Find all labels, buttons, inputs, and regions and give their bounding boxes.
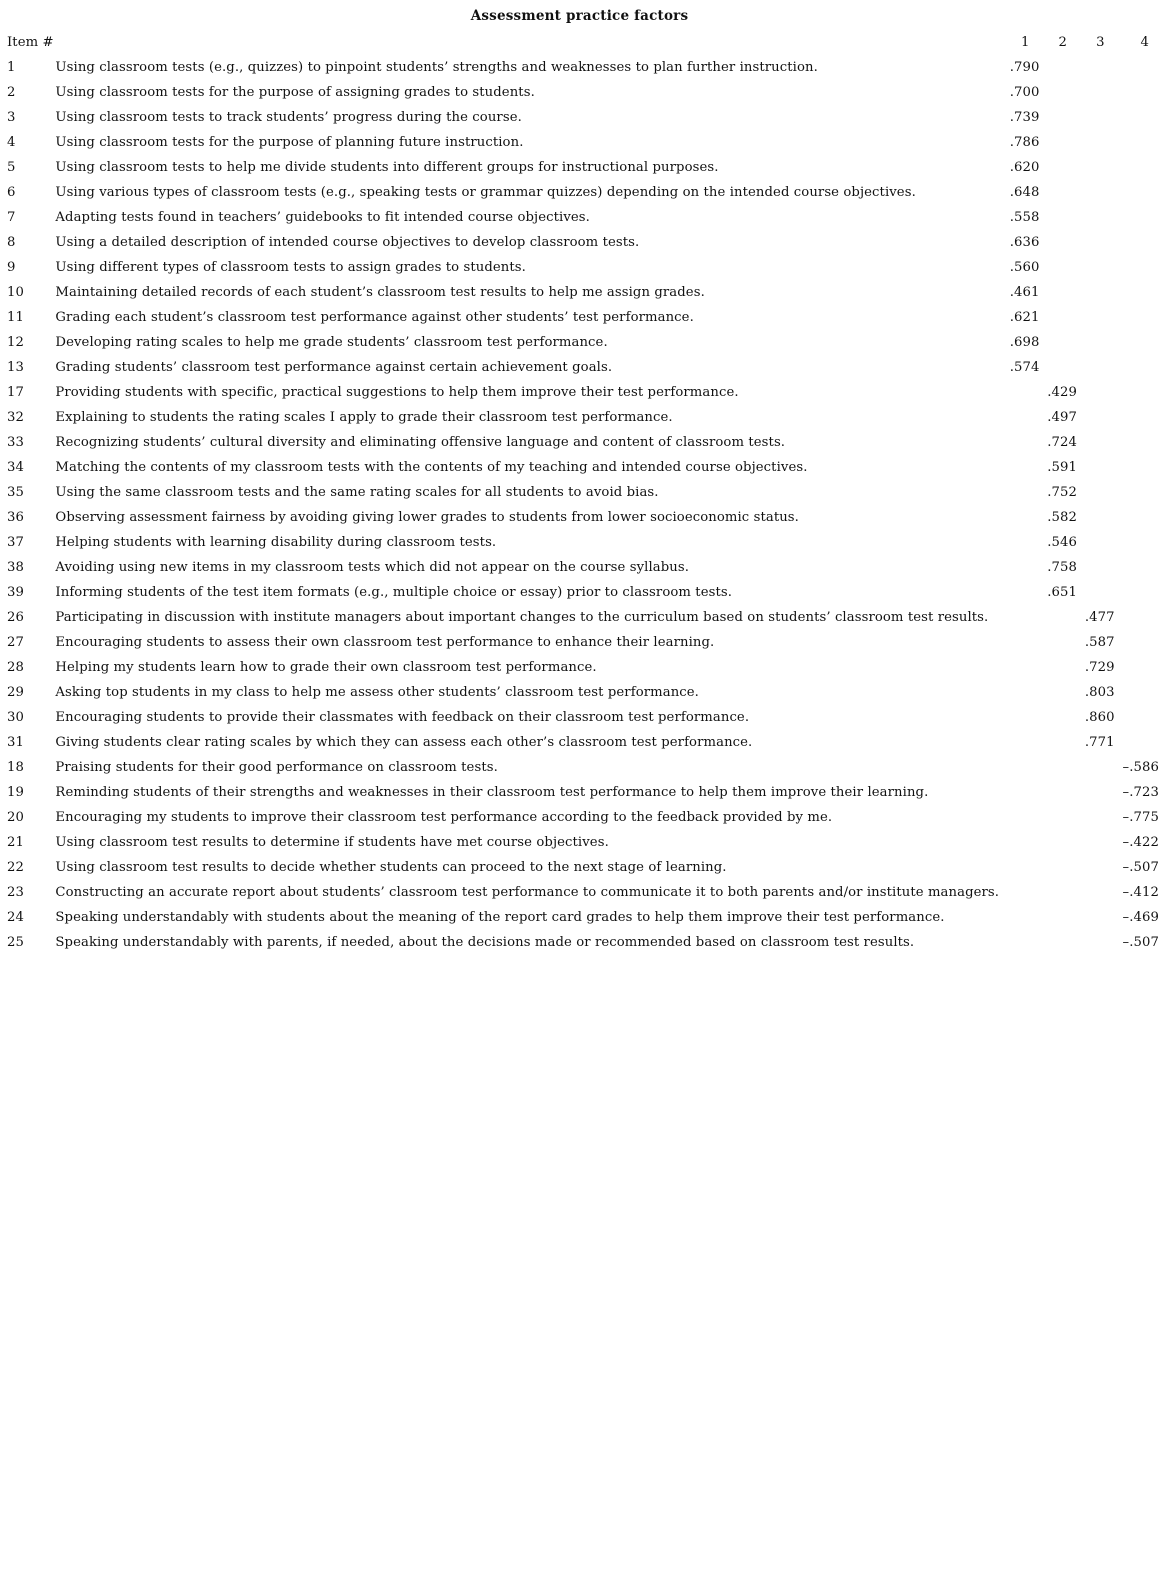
item-number-cell: 30 <box>7 710 24 725</box>
factor-1-loading-cell <box>999 430 1039 455</box>
item-number-cell: 28 <box>7 660 24 675</box>
item-description-cell: Using classroom tests (e.g., quizzes) to pinpoint students’ strengths and weaknesses to plan further instruction. <box>55 60 818 75</box>
factor-3-loading-cell <box>1077 505 1115 530</box>
factor-1-loading-cell <box>999 455 1039 480</box>
factor-4-loading-cell <box>1115 705 1159 730</box>
item-description-cell: Using classroom tests for the purpose of assigning grades to students. <box>55 85 535 100</box>
factor-4-loading-cell <box>1115 255 1159 280</box>
item-number-cell: 1 <box>7 60 16 75</box>
factor-4-loading-cell: –.469 <box>1122 910 1159 925</box>
factor-4-loading-cell: –.775 <box>1122 810 1159 825</box>
factor-4-loading-cell <box>1115 230 1159 255</box>
factor-2-loading-cell <box>1039 780 1077 805</box>
factor-4-loading-cell <box>1115 305 1159 330</box>
item-description-cell: Participating in discussion with institute managers about important changes to the curriculum based on students’ classroom test results. <box>55 610 989 625</box>
factor-1-loading-cell <box>999 655 1039 680</box>
table-row <box>7 930 1159 955</box>
factor-2-loading-cell <box>1039 905 1077 930</box>
factor-2-loading-cell <box>1039 330 1077 355</box>
factor-1-loading-cell <box>999 380 1039 405</box>
table-row <box>7 905 1159 930</box>
factor-2-loading-cell: .591 <box>1047 460 1078 475</box>
item-number-cell: 33 <box>7 435 24 450</box>
factor-1-loading-cell: .461 <box>1009 285 1040 300</box>
factor-2-loading-cell <box>1039 605 1077 630</box>
item-description-cell: Using different types of classroom tests to assign grades to students. <box>55 260 526 275</box>
factor-2-loading-cell <box>1039 355 1077 380</box>
factor-1-loading-cell <box>999 580 1039 605</box>
factor-3-loading-cell <box>1077 55 1115 80</box>
factor-2-loading-cell <box>1039 805 1077 830</box>
factor-4-loading-cell <box>1115 205 1159 230</box>
factor-2-loading-cell <box>1039 230 1077 255</box>
factor-2-loading-cell: .724 <box>1047 435 1078 450</box>
table-row <box>7 330 1159 355</box>
factor-2-header: 2 <box>1058 35 1068 50</box>
factor-3-loading-cell <box>1077 230 1115 255</box>
item-number-cell: 22 <box>7 860 24 875</box>
table-row <box>7 555 1159 580</box>
factor-3-loading-cell: .587 <box>1084 635 1115 650</box>
table-header-row <box>7 30 1159 55</box>
factor-2-loading-cell <box>1039 880 1077 905</box>
factor-4-loading-cell <box>1115 605 1159 630</box>
factor-3-loading-cell <box>1077 305 1115 330</box>
item-description-cell: Encouraging students to assess their own classroom test performance to enhance their learning. <box>55 635 715 650</box>
item-number-cell: 5 <box>7 160 16 175</box>
table-row <box>7 205 1159 230</box>
factor-2-loading-cell <box>1039 730 1077 755</box>
factor-2-loading-cell: .497 <box>1047 410 1078 425</box>
item-number-cell: 27 <box>7 635 24 650</box>
item-description-cell: Using classroom test results to determine if students have met course objectives. <box>55 835 609 850</box>
table-row <box>7 155 1159 180</box>
factor-3-loading-cell: .729 <box>1084 660 1115 675</box>
item-number-cell: 6 <box>7 185 16 200</box>
item-description-cell: Helping students with learning disability during classroom tests. <box>55 535 497 550</box>
table-row <box>7 380 1159 405</box>
table-row <box>7 605 1159 630</box>
table-row <box>7 530 1159 555</box>
table-row <box>7 130 1159 155</box>
table-row <box>7 280 1159 305</box>
item-number-cell: 18 <box>7 760 24 775</box>
factor-loadings-table <box>7 30 1159 955</box>
item-description-cell: Developing rating scales to help me grade students’ classroom test performance. <box>55 335 608 350</box>
item-description-cell: Speaking understandably with parents, if needed, about the decisions made or recommended based on classroom test results. <box>55 935 915 950</box>
table-row <box>7 480 1159 505</box>
factor-4-header: 4 <box>1140 35 1149 50</box>
factor-1-loading-cell: .621 <box>1009 310 1040 325</box>
factor-3-loading-cell <box>1077 105 1115 130</box>
factor-3-header: 3 <box>1096 35 1105 50</box>
factor-2-loading-cell <box>1039 205 1077 230</box>
factor-4-loading-cell: –.422 <box>1122 835 1159 850</box>
factor-3-loading-cell <box>1077 280 1115 305</box>
item-number-cell: 17 <box>7 385 24 400</box>
factor-1-loading-cell: .790 <box>1009 60 1040 75</box>
factor-1-loading-cell <box>999 530 1039 555</box>
item-number-cell: 35 <box>7 485 24 500</box>
factor-3-loading-cell <box>1077 805 1115 830</box>
factor-1-loading-cell: .620 <box>1009 160 1040 175</box>
table-row <box>7 880 1159 905</box>
factor-1-loading-cell: .786 <box>1009 135 1040 150</box>
factor-3-loading-cell: .860 <box>1084 710 1115 725</box>
factor-4-loading-cell <box>1115 130 1159 155</box>
item-description-cell: Recognizing students’ cultural diversity and eliminating offensive language and content of classroom tests. <box>55 435 786 450</box>
item-description-cell: Reminding students of their strengths and weaknesses in their classroom test performance to help them improve their learning. <box>55 785 929 800</box>
item-description-cell: Using classroom test results to decide whether students can proceed to the next stage of learning. <box>55 860 727 875</box>
factor-2-loading-cell <box>1039 680 1077 705</box>
factor-3-loading-cell <box>1077 780 1115 805</box>
factor-1-loading-cell <box>999 405 1039 430</box>
factor-4-loading-cell <box>1115 155 1159 180</box>
factor-1-loading-cell <box>999 505 1039 530</box>
item-number-cell: 8 <box>7 235 16 250</box>
item-description-cell: Giving students clear rating scales by which they can assess each other’s classroom test performance. <box>55 735 753 750</box>
item-number-cell: 37 <box>7 535 24 550</box>
item-description-cell: Adapting tests found in teachers’ guidebooks to fit intended course objectives. <box>55 210 590 225</box>
factor-2-loading-cell <box>1039 155 1077 180</box>
table-row <box>7 730 1159 755</box>
factor-2-loading-cell <box>1039 855 1077 880</box>
factor-2-loading-cell <box>1039 930 1077 955</box>
item-description-cell: Helping my students learn how to grade their own classroom test performance. <box>55 660 597 675</box>
factor-1-loading-cell <box>999 830 1039 855</box>
item-number-cell: 13 <box>7 360 24 375</box>
factor-1-loading-cell <box>999 930 1039 955</box>
factor-1-loading-cell: .700 <box>1009 85 1040 100</box>
table-row <box>7 255 1159 280</box>
factor-4-loading-cell <box>1115 655 1159 680</box>
factor-2-loading-cell <box>1039 705 1077 730</box>
factor-1-loading-cell: .574 <box>1009 360 1040 375</box>
factor-2-loading-cell <box>1039 280 1077 305</box>
table-row <box>7 55 1159 80</box>
table-body <box>7 55 1159 955</box>
factor-2-loading-cell <box>1039 630 1077 655</box>
item-description-cell: Explaining to students the rating scales I apply to grade their classroom test performance. <box>55 410 673 425</box>
item-number-cell: 11 <box>7 310 24 325</box>
item-description-cell: Avoiding using new items in my classroom tests which did not appear on the course syllabus. <box>55 560 690 575</box>
factor-4-loading-cell <box>1115 580 1159 605</box>
item-description-cell: Using a detailed description of intended course objectives to develop classroom tests. <box>55 235 640 250</box>
factor-1-loading-cell <box>999 730 1039 755</box>
table-row <box>7 855 1159 880</box>
factor-1-loading-cell <box>999 480 1039 505</box>
factor-4-loading-cell <box>1115 730 1159 755</box>
factor-2-loading-cell: .429 <box>1047 385 1078 400</box>
factor-1-loading-cell <box>999 705 1039 730</box>
item-description-cell: Speaking understandably with students about the meaning of the report card grades to help them improve their test performance. <box>55 910 945 925</box>
factor-3-loading-cell <box>1077 755 1115 780</box>
item-description-cell: Using the same classroom tests and the same rating scales for all students to avoid bias. <box>55 485 659 500</box>
factor-3-loading-cell <box>1077 330 1115 355</box>
factor-1-loading-cell <box>999 555 1039 580</box>
factor-1-loading-cell <box>999 680 1039 705</box>
factor-2-loading-cell: .651 <box>1047 585 1078 600</box>
factor-2-loading-cell <box>1039 255 1077 280</box>
item-number-header: Item # <box>7 35 54 50</box>
factor-4-loading-cell <box>1115 630 1159 655</box>
factor-3-loading-cell <box>1077 930 1115 955</box>
factor-4-loading-cell <box>1115 280 1159 305</box>
factor-4-loading-cell <box>1115 555 1159 580</box>
factor-1-loading-cell <box>999 905 1039 930</box>
item-description-cell: Encouraging my students to improve their classroom test performance according to the feedback provided by me. <box>55 810 833 825</box>
item-description-cell: Constructing an accurate report about students’ classroom test performance to communicate it to both parents and/or institute managers. <box>55 885 1000 900</box>
item-description-cell: Grading each student’s classroom test performance against other students’ test performance. <box>55 310 694 325</box>
item-number-cell: 24 <box>7 910 24 925</box>
factor-4-loading-cell: –.507 <box>1122 860 1159 875</box>
factor-3-loading-cell <box>1077 480 1115 505</box>
item-number-cell: 25 <box>7 935 24 950</box>
factor-1-loading-cell <box>999 780 1039 805</box>
table-row <box>7 705 1159 730</box>
item-number-cell: 29 <box>7 685 24 700</box>
factor-3-loading-cell <box>1077 580 1115 605</box>
factor-3-loading-cell <box>1077 905 1115 930</box>
table-row <box>7 230 1159 255</box>
factor-4-loading-cell <box>1115 430 1159 455</box>
factor-2-loading-cell: .758 <box>1047 560 1078 575</box>
item-description-cell: Asking top students in my class to help me assess other students’ classroom test performance. <box>55 685 699 700</box>
table-row <box>7 780 1159 805</box>
item-description-cell: Encouraging students to provide their classmates with feedback on their classroom test performance. <box>55 710 750 725</box>
factor-3-loading-cell: .477 <box>1084 610 1115 625</box>
factor-3-loading-cell <box>1077 380 1115 405</box>
item-number-cell: 34 <box>7 460 24 475</box>
factor-3-loading-cell: .803 <box>1084 685 1115 700</box>
item-description-cell: Observing assessment fairness by avoiding giving lower grades to students from lower socioeconomic status. <box>55 510 799 525</box>
table-row <box>7 305 1159 330</box>
item-number-cell: 36 <box>7 510 24 525</box>
item-description-cell: Praising students for their good performance on classroom tests. <box>55 760 498 775</box>
table-row <box>7 505 1159 530</box>
table-row <box>7 805 1159 830</box>
factor-2-loading-cell <box>1039 80 1077 105</box>
factor-3-loading-cell <box>1077 880 1115 905</box>
factor-2-loading-cell <box>1039 55 1077 80</box>
factor-4-loading-cell: –.586 <box>1122 760 1159 775</box>
factor-4-loading-cell: –.412 <box>1122 885 1159 900</box>
item-number-cell: 31 <box>7 735 24 750</box>
table-row <box>7 830 1159 855</box>
factor-2-loading-cell: .546 <box>1047 535 1078 550</box>
factor-3-loading-cell: .771 <box>1084 735 1115 750</box>
factor-3-loading-cell <box>1077 155 1115 180</box>
factor-3-loading-cell <box>1077 830 1115 855</box>
item-number-cell: 20 <box>7 810 24 825</box>
factor-2-loading-cell <box>1039 105 1077 130</box>
item-number-cell: 39 <box>7 585 24 600</box>
factor-4-loading-cell <box>1115 380 1159 405</box>
factor-2-loading-cell <box>1039 130 1077 155</box>
item-description-cell: Using classroom tests to help me divide students into different groups for instructional purposes. <box>55 160 719 175</box>
factor-1-header: 1 <box>1020 35 1030 50</box>
table-row <box>7 580 1159 605</box>
factor-4-loading-cell <box>1115 55 1159 80</box>
table-row <box>7 105 1159 130</box>
factor-4-loading-cell <box>1115 405 1159 430</box>
factor-1-loading-cell <box>999 855 1039 880</box>
factor-3-loading-cell <box>1077 405 1115 430</box>
item-number-cell: 10 <box>7 285 24 300</box>
factor-4-loading-cell <box>1115 330 1159 355</box>
factor-3-loading-cell <box>1077 855 1115 880</box>
item-number-cell: 26 <box>7 610 24 625</box>
factor-4-loading-cell: –.507 <box>1122 935 1159 950</box>
factor-2-loading-cell <box>1039 180 1077 205</box>
factor-4-loading-cell <box>1115 530 1159 555</box>
table-title: Assessment practice factors <box>470 8 689 24</box>
table-row <box>7 630 1159 655</box>
item-number-cell: 9 <box>7 260 16 275</box>
factor-3-loading-cell <box>1077 80 1115 105</box>
item-number-cell: 7 <box>7 210 16 225</box>
factor-3-loading-cell <box>1077 555 1115 580</box>
item-description-cell: Using various types of classroom tests (e.g., speaking tests or grammar quizzes) depending on the intended course objectives. <box>55 185 916 200</box>
factor-4-loading-cell <box>1115 505 1159 530</box>
factor-4-loading-cell <box>1115 680 1159 705</box>
factor-3-loading-cell <box>1077 355 1115 380</box>
item-number-cell: 19 <box>7 785 24 800</box>
factor-4-loading-cell <box>1115 80 1159 105</box>
factor-4-loading-cell: –.723 <box>1122 785 1159 800</box>
factor-1-loading-cell: .648 <box>1009 185 1040 200</box>
item-description-cell: Using classroom tests for the purpose of planning future instruction. <box>55 135 524 150</box>
item-description-cell: Grading students’ classroom test performance against certain achievement goals. <box>55 360 613 375</box>
table-row <box>7 755 1159 780</box>
table-row <box>7 680 1159 705</box>
item-description-cell: Informing students of the test item formats (e.g., multiple choice or essay) prior to classroom tests. <box>55 585 733 600</box>
factor-1-loading-cell: .698 <box>1009 335 1040 350</box>
factor-3-loading-cell <box>1077 255 1115 280</box>
item-number-cell: 12 <box>7 335 24 350</box>
factor-2-loading-cell: .752 <box>1047 485 1078 500</box>
item-number-cell: 23 <box>7 885 24 900</box>
factor-1-loading-cell: .558 <box>1009 210 1040 225</box>
factor-1-loading-cell: .636 <box>1009 235 1040 250</box>
table-row <box>7 180 1159 205</box>
item-number-cell: 4 <box>7 135 16 150</box>
item-description-cell: Using classroom tests to track students’ progress during the course. <box>55 110 522 125</box>
factor-1-loading-cell <box>999 805 1039 830</box>
factor-4-loading-cell <box>1115 355 1159 380</box>
factor-4-loading-cell <box>1115 180 1159 205</box>
factor-4-loading-cell <box>1115 105 1159 130</box>
factor-2-loading-cell <box>1039 305 1077 330</box>
item-number-cell: 2 <box>7 85 16 100</box>
factor-2-loading-cell <box>1039 655 1077 680</box>
item-number-cell: 3 <box>7 110 16 125</box>
factor-3-loading-cell <box>1077 455 1115 480</box>
factor-2-loading-cell <box>1039 755 1077 780</box>
factor-1-loading-cell <box>999 605 1039 630</box>
table-row <box>7 655 1159 680</box>
table-row <box>7 430 1159 455</box>
table-row <box>7 405 1159 430</box>
factor-1-loading-cell <box>999 755 1039 780</box>
item-description-cell: Providing students with specific, practical suggestions to help them improve their test performance. <box>55 385 739 400</box>
table-row <box>7 355 1159 380</box>
factor-3-loading-cell <box>1077 180 1115 205</box>
table-row <box>7 80 1159 105</box>
factor-2-loading-cell: .582 <box>1047 510 1078 525</box>
table-row <box>7 455 1159 480</box>
item-description-cell: Matching the contents of my classroom tests with the contents of my teaching and intended course objectives. <box>55 460 808 475</box>
factor-1-loading-cell: .739 <box>1009 110 1040 125</box>
factor-1-loading-cell: .560 <box>1009 260 1040 275</box>
item-number-cell: 38 <box>7 560 24 575</box>
factor-4-loading-cell <box>1115 480 1159 505</box>
factor-1-loading-cell <box>999 630 1039 655</box>
factor-4-loading-cell <box>1115 455 1159 480</box>
factor-3-loading-cell <box>1077 205 1115 230</box>
description-header <box>55 30 999 55</box>
factor-3-loading-cell <box>1077 130 1115 155</box>
factor-3-loading-cell <box>1077 530 1115 555</box>
item-description-cell: Maintaining detailed records of each student’s classroom test results to help me assign grades. <box>55 285 705 300</box>
factor-1-loading-cell <box>999 880 1039 905</box>
item-number-cell: 32 <box>7 410 24 425</box>
factor-2-loading-cell <box>1039 830 1077 855</box>
item-number-cell: 21 <box>7 835 24 850</box>
factor-3-loading-cell <box>1077 430 1115 455</box>
